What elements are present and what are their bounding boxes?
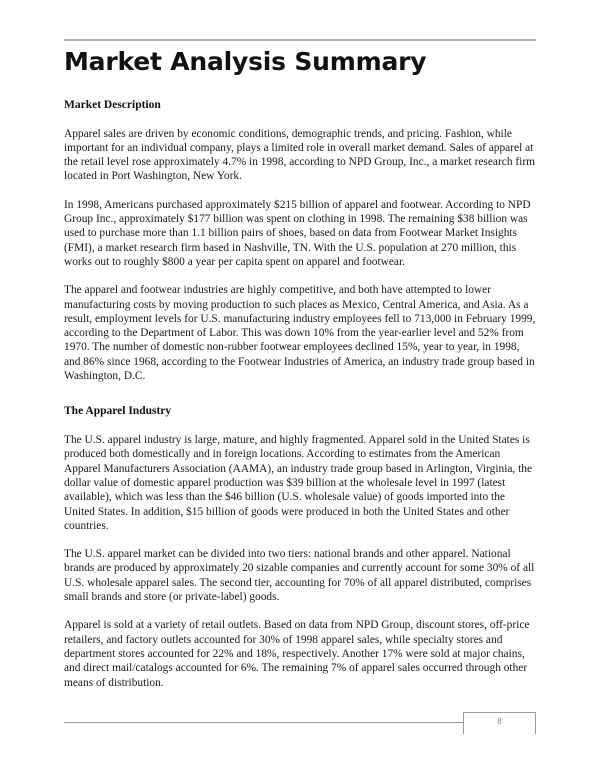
- paragraph: Apparel sales are driven by economic conditions, demographic trends, and pricing. Fashion, while important for an individual company, plays a limited role in overall market demand. Sales of apparel at the retail level rose approximately 4.7% in 1998, according to NPD Group, Inc., a market research firm located in Port Washington, New York.: [64, 127, 535, 183]
- page-footer: [64, 712, 536, 736]
- footer-divider: [64, 722, 463, 723]
- page-number: 8: [497, 716, 502, 726]
- paragraph: The U.S. apparel industry is large, mature, and highly fragmented. Apparel sold in the United States is produced both domestically and in foreign locations. According to estimates from the American Apparel Manufacturers Association (AAMA), an industry trade group based in Arlington, Virginia, the dollar value of domestic apparel production was $39 billion at the wholesale level in 1997 (latest available), which was less than the $46 billion (U.S. wholesale value) of goods imported into the United States. In addition, $15 billion of goods were produced in both the United States and other countries.: [64, 434, 533, 532]
- page-title: Market Analysis Summary: [64, 47, 427, 76]
- paragraph: Apparel is sold at a variety of retail outlets. Based on data from NPD Group, discount stores, off-price retailers, and factory outlets accounted for 30% of 1998 apparel sales, while specialty stores and department stores accounted for 22% and 18%, respectively. Another 17% were sold at major chains, and direct mail/catalogs accounted for 6%. The remaining 7% of apparel sales occurred through other means of distribution.: [64, 619, 530, 689]
- section-heading-the-apparel-industry: The Apparel Industry: [64, 405, 172, 418]
- document-content: [64, 48, 536, 690]
- paragraph: In 1998, Americans purchased approximately $215 billion of apparel and footwear. According to NPD Group Inc., approximately $177 billion was spent on clothing in 1998. The remaining $38 billion was used to purchase more than 1.1 billion pairs of shoes, based on data from Footwear Market Insights (FMI), a market research firm based in Nashville, TN. With the U.S. population at 270 million, this works out to roughly $800 a year per capita spent on apparel and footwear.: [64, 198, 531, 268]
- section-heading-market-description: Market Description: [64, 98, 161, 111]
- page-number-box: [463, 712, 536, 734]
- paragraph: The U.S. apparel market can be divided into two tiers: national brands and other apparel. National brands are produced by approximately 20 sizable companies and currently account for some 30% of all U.S. wholesale apparel sales. The second tier, accounting for 70% of all apparel distributed, comprises small brands and store (or private-label) goods.: [64, 548, 535, 604]
- header-divider: [64, 39, 536, 41]
- paragraph: The apparel and footwear industries are highly competitive, and both have attempted to lower manufacturing costs by moving production to such places as Mexico, Central America, and Asia. As a result, employment levels for U.S. manufacturing industry employees fell to 713,000 in February 1999, according to the Department of Labor. This was down 10% from the year-earlier level and 52% from 1970. The number of domestic non-rubber footwear employees declined 15%, year to year, in 1998, and 86% since 1968, according to the Footwear Industries of America, an industry trade group based in Washington, D.C.: [64, 284, 536, 382]
